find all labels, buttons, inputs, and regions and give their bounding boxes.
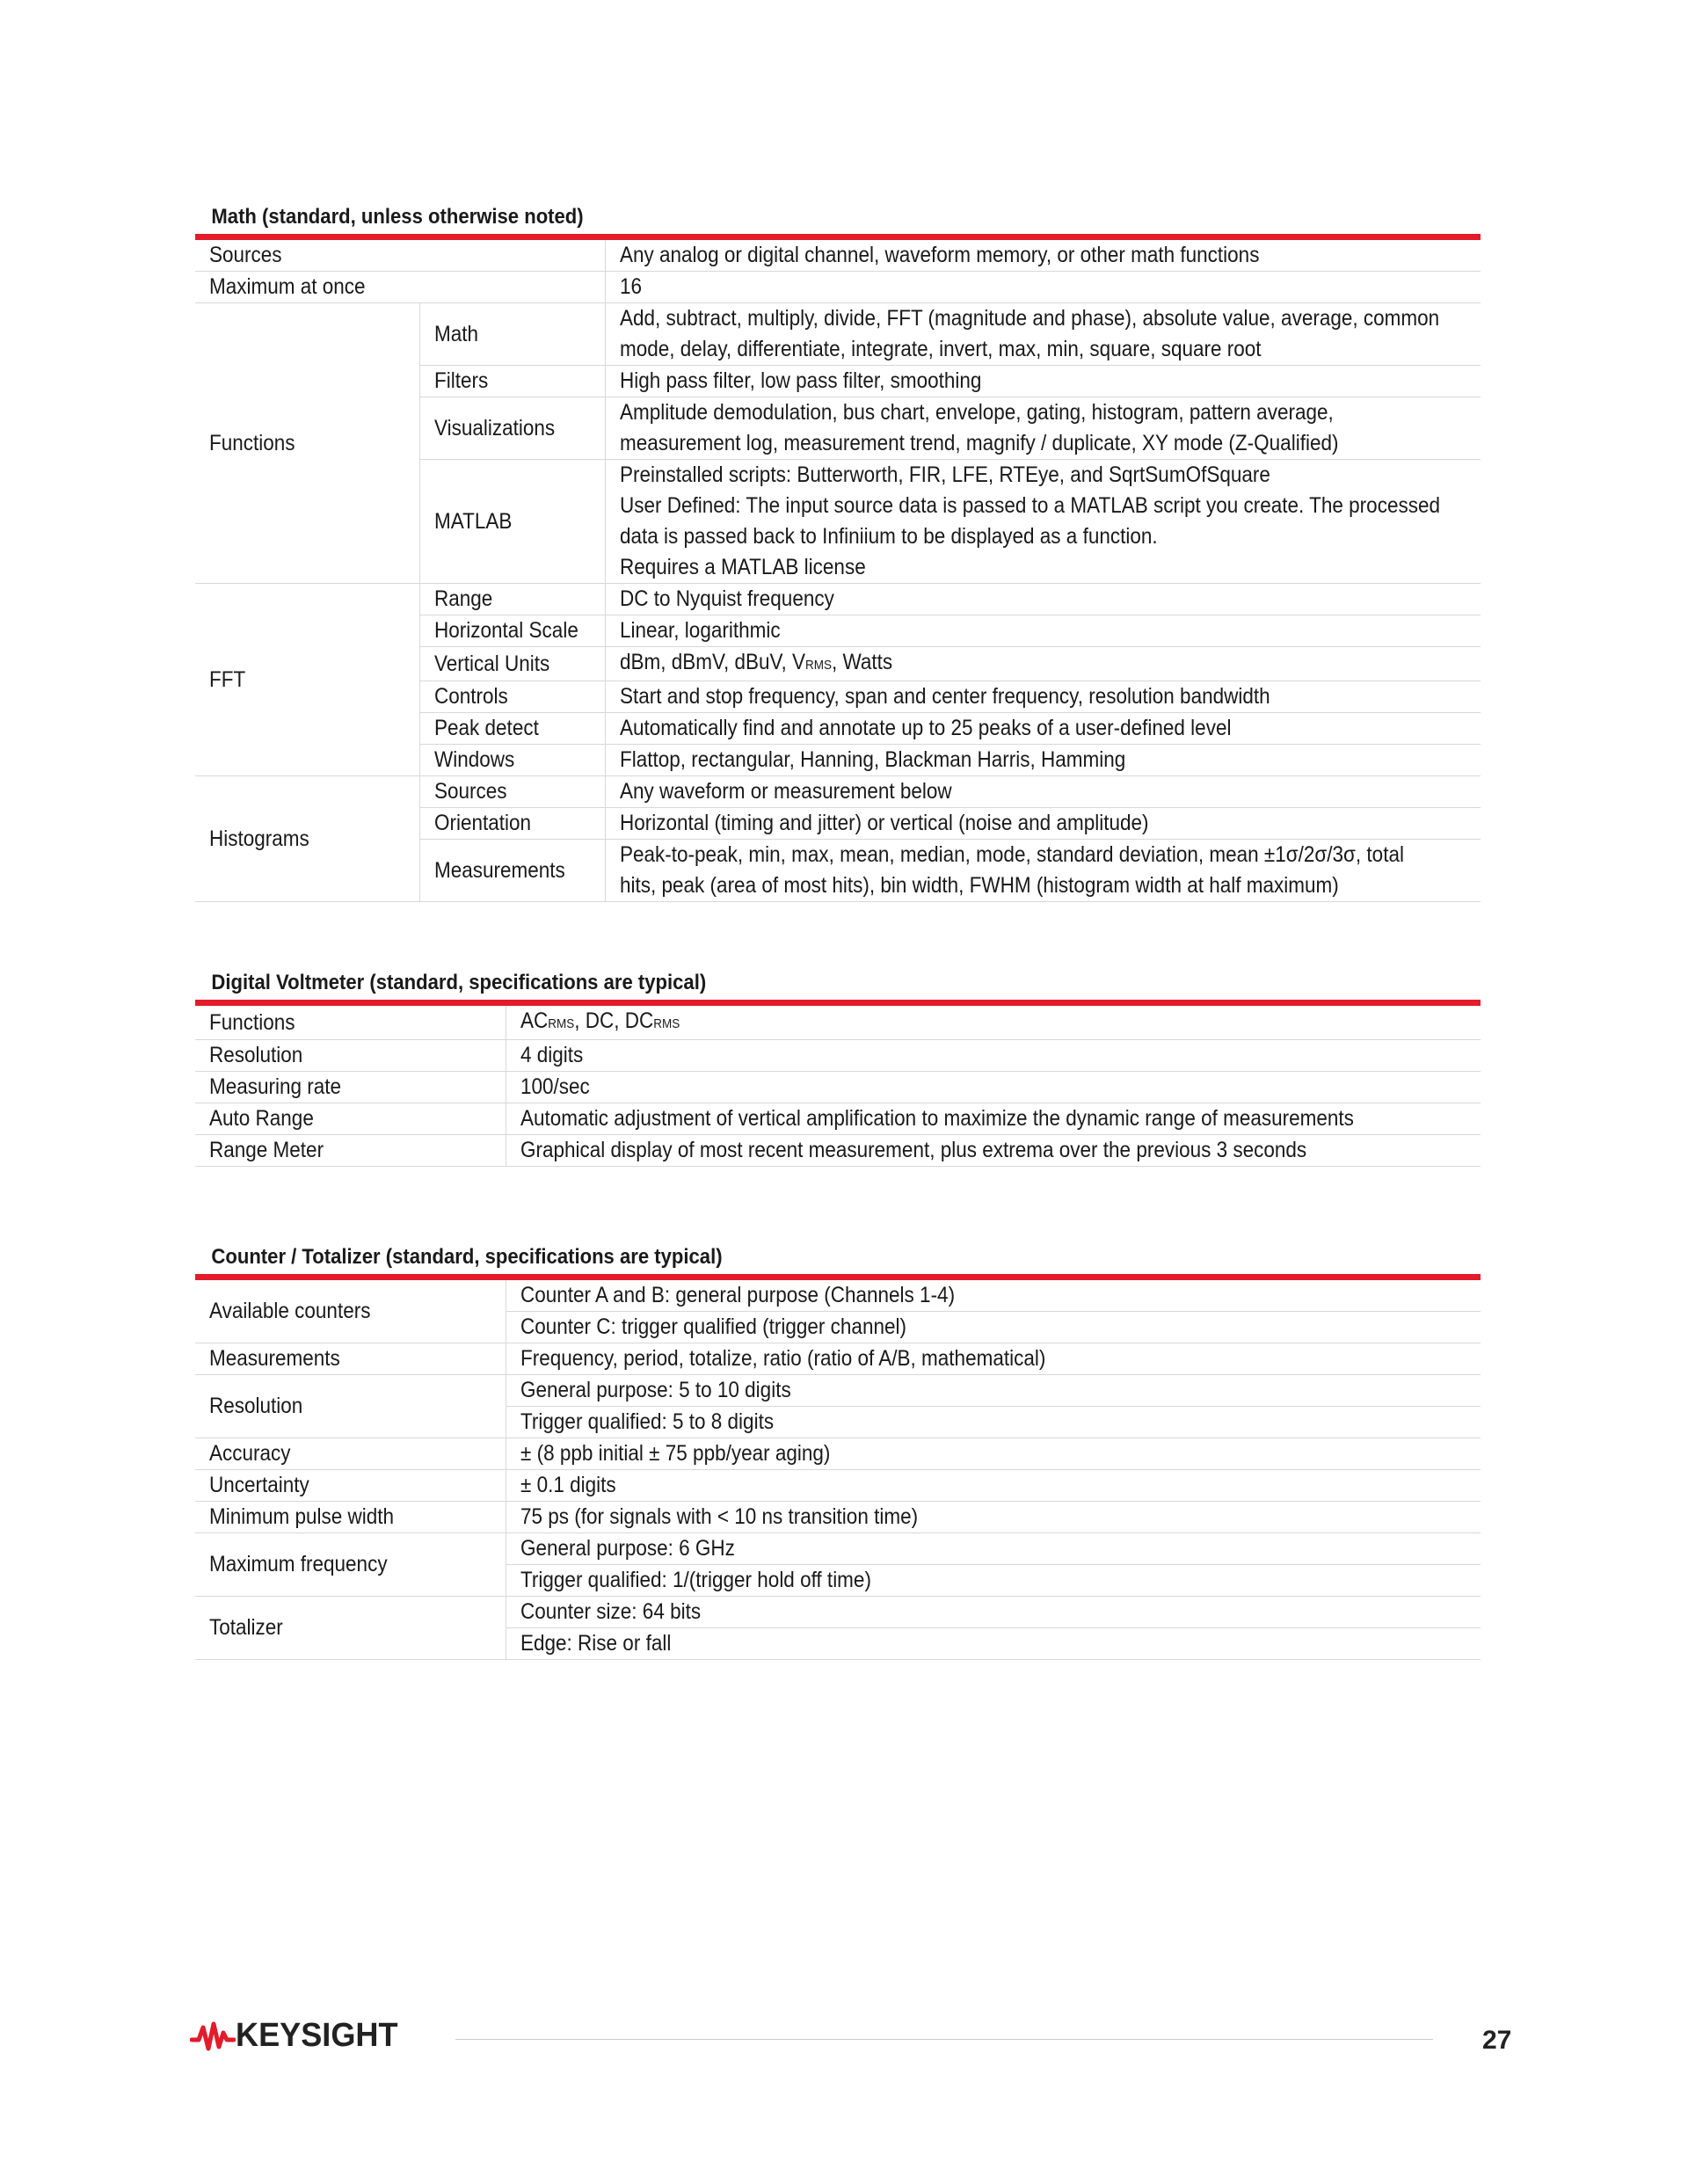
row-value-line: Add, subtract, multiply, divide, FFT (magnitude and phase), absolute value, average, common [619,306,1439,331]
dvm-section [195,970,1481,1167]
row-value: 75 ps (for signals with < 10 ns transition time) [520,1504,918,1529]
math-section [195,204,1481,902]
row-value: Any waveform or measurement below [619,779,952,804]
counter-section [195,1244,1481,1660]
keysight-logo [190,2017,406,2055]
row-value-line: Peak-to-peak, min, max, mean, median, mode, standard deviation, mean ±1σ/2σ/3σ, total [619,842,1404,867]
row-label: Horizontal Scale [433,618,578,643]
row-label: Measuring rate [209,1074,342,1099]
table-row [195,272,1481,303]
row-label: Math [433,321,478,346]
row-label: Range Meter [209,1138,324,1162]
row-label: Sources [209,243,282,267]
row-value: Trigger qualified: 5 to 8 digits [520,1409,774,1434]
dvm-section-title: Digital Voltmeter (standard, specifications are typical) [211,971,707,994]
table-row [195,1470,1481,1502]
math-section-title: Math (standard, unless otherwise noted) [211,205,584,229]
row-label: Available counters [209,1299,371,1323]
row-value-line: hits, peak (area of most hits), bin width, FWHM (histogram width at half maximum) [619,873,1339,898]
group-label-fft: FFT [209,666,246,692]
row-label: Maximum at once [209,274,366,299]
row-value: DC to Nyquist frequency [619,586,834,611]
row-label: Totalizer [209,1615,283,1640]
row-value: Flattop, rectangular, Hanning, Blackman Harris, Hamming [619,747,1125,772]
row-value: Counter A and B: general purpose (Channels 1-4) [520,1283,955,1307]
row-value: Horizontal (timing and jitter) or vertical (noise and amplitude) [619,811,1149,835]
group-label-histograms: Histograms [209,826,309,851]
math-title-rule [195,234,1481,240]
row-value: Frequency, period, totalize, ratio (ratio of A/B, mathematical) [520,1346,1045,1371]
row-value: Trigger qualified: 1/(trigger hold off time) [520,1568,871,1592]
table-row [195,1502,1481,1533]
table-row [195,1006,1481,1040]
row-label: Orientation [433,811,531,835]
row-label: Uncertainty [209,1473,309,1497]
table-row [195,1438,1481,1470]
table-row [195,1533,1481,1565]
row-label: Filters [433,368,488,393]
row-value: Automatically find and annotate up to 25 peaks of a user-defined level [619,716,1231,740]
table-row [195,303,1481,366]
row-label: Auto Range [209,1106,314,1131]
counter-title-rule [195,1274,1481,1280]
footer-divider [455,2039,1433,2040]
row-label: Measurements [433,857,565,883]
row-label: MATLAB [433,508,512,534]
table-row [195,1072,1481,1103]
row-value: Automatic adjustment of vertical amplification to maximize the dynamic range of measurements [520,1106,1354,1131]
row-value: Counter size: 64 bits [520,1599,701,1624]
row-value-line: Requires a MATLAB license [619,555,866,579]
row-value-line: User Defined: The input source data is passed to a MATLAB script you create. The processed [619,493,1440,518]
row-value: Start and stop frequency, span and center frequency, resolution bandwidth [619,684,1270,709]
row-value: General purpose: 6 GHz [520,1536,735,1561]
row-label: Peak detect [433,716,539,740]
row-label: Resolution [209,1394,303,1418]
row-value: Counter C: trigger qualified (trigger channel) [520,1314,906,1339]
row-value: Edge: Rise or fall [520,1631,671,1656]
page-number: 27 [1482,2026,1512,2055]
row-label: Sources [433,779,507,804]
math-table [195,240,1481,902]
table-row [195,1135,1481,1167]
row-value: dBm, dBmV, dBuV, VRMS, Watts [619,650,892,674]
row-label: Minimum pulse width [209,1504,395,1529]
table-row [195,1375,1481,1407]
row-label: Range [433,586,492,611]
row-label: Accuracy [209,1441,291,1466]
row-value: Linear, logarithmic [619,618,781,643]
table-row [195,1040,1481,1072]
row-label: Functions [209,1009,295,1035]
row-value: 100/sec [520,1074,590,1099]
row-label: Resolution [209,1043,303,1067]
row-value-line: data is passed back to Infiniium to be displayed as a function. [619,524,1158,549]
row-label: Windows [433,747,514,772]
row-value-line: measurement log, measurement trend, magnify / duplicate, XY mode (Z-Qualified) [619,431,1338,455]
row-value: 4 digits [520,1043,583,1067]
row-value-line: Amplitude demodulation, bus chart, envelope, gating, histogram, pattern average, [619,400,1334,425]
row-value: ± (8 ppb initial ± 75 ppb/year aging) [520,1441,830,1466]
table-row [195,1280,1481,1312]
group-label-functions: Functions [209,430,295,455]
row-value-line: mode, delay, differentiate, integrate, invert, max, min, square, square root [619,337,1262,361]
row-label: Maximum frequency [209,1552,388,1576]
keysight-wave-icon [190,2019,236,2054]
row-value: ± 0.1 digits [520,1473,616,1497]
row-value: Any analog or digital channel, waveform memory, or other math functions [619,243,1259,267]
table-row [195,1103,1481,1135]
row-label: Controls [433,684,508,709]
row-value: 16 [619,274,642,299]
logo-text: KEYSIGHT [236,2017,398,2054]
row-label: Visualizations [433,415,555,440]
row-value: ACRMS, DC, DCRMS [520,1008,680,1033]
table-row [195,240,1481,272]
row-value: General purpose: 5 to 10 digits [520,1378,791,1402]
counter-section-title: Counter / Totalizer (standard, specifications are typical) [211,1245,723,1269]
row-label: Vertical Units [433,651,549,676]
dvm-title-rule [195,1000,1481,1006]
table-row [195,776,1481,808]
row-value: Graphical display of most recent measurement, plus extrema over the previous 3 seconds [520,1138,1306,1162]
table-row [195,1343,1481,1375]
dvm-table [195,1006,1481,1167]
table-row [195,584,1481,615]
row-value: High pass filter, low pass filter, smoothing [619,368,981,393]
counter-table [195,1280,1481,1660]
table-row [195,1597,1481,1628]
row-value-line: Preinstalled scripts: Butterworth, FIR, LFE, RTEye, and SqrtSumOfSquare [619,462,1270,487]
row-label: Measurements [209,1346,340,1371]
